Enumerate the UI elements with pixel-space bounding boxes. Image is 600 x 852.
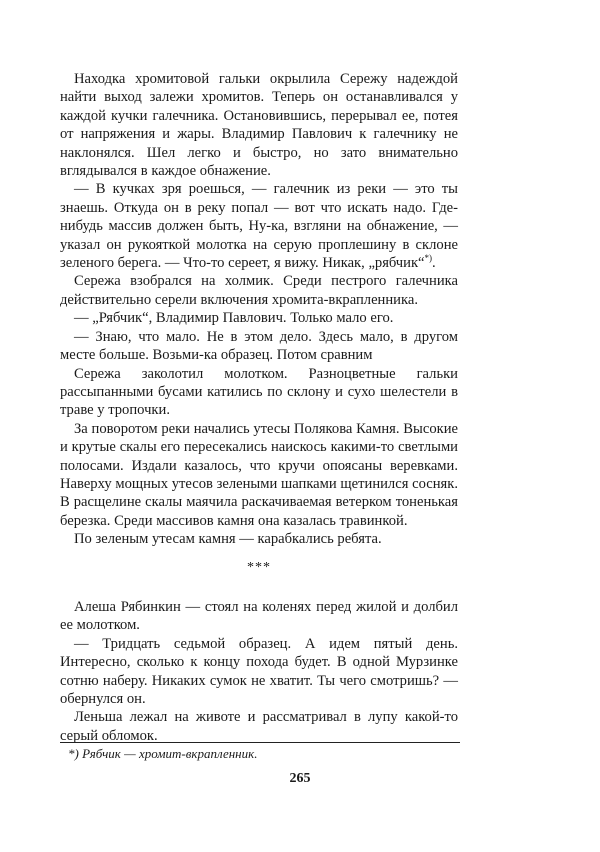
paragraph: По зеленым утесам камня — карабкались ребята. bbox=[74, 531, 382, 548]
footnote: *) Рябчик — хромит-вкрапленник. bbox=[68, 746, 258, 761]
paragraph: Находка хромитовой гальки окрылила Сережу надеждой найти выход залежи хромитов. Теперь он останавливался у каждой кучки галечника. Остановившись, перерывал ее, потея от напряжения и жары. Владимир Павлович к галечнику не наклонялся. Шел легко и быстро, но зато внимательно вглядывался в каждое обнажение. bbox=[60, 71, 458, 180]
paragraph: Леньша лежал на животе и рассматривал в лупу какой-то серый обломок. bbox=[60, 709, 458, 744]
footnote-ref: *) bbox=[424, 253, 433, 264]
footnote-rule bbox=[60, 742, 460, 743]
paragraph bbox=[60, 180, 458, 272]
paragraph: — Тридцать седьмой образец. А идем пятый день. Интересно, сколько к концу похода будет. В одной Мурзинке сотню наберу. Никаких сумок не хватит. Ты чего смотришь? — обернулся он. bbox=[60, 635, 458, 708]
section-separator: *** bbox=[247, 560, 271, 575]
paragraph: — „Рябчик“, Владимир Павлович. Только мало его. bbox=[74, 310, 394, 327]
paragraph-text: — В кучках зря роешься, — галечник из реки — это ты знаешь. Откуда он в реку попал — вот что искать надо. Где-нибудь массив должен быть, Ну-ка, взгляни на обнажение, — указал он рукояткой молотка на серую проплешину в склоне зеленого берега. — Что-то сереет, я вижу. Никак, „рябчик“ bbox=[60, 181, 458, 272]
paragraph: Сережа заколотил молотком. Разноцветные гальки рассыпанными бусами катились по склону и сухо шелестели в траве у тропочки. bbox=[60, 365, 458, 419]
page-number: 265 bbox=[289, 771, 311, 786]
main-text-2 bbox=[60, 598, 458, 745]
paragraph: Сережа взобрался на холмик. Среди пестрого галечника действительно серели включения хромита-вкрапленника. bbox=[60, 273, 458, 308]
paragraph: — Знаю, что мало. Не в этом дело. Здесь мало, в другом месте больше. Возьми-ка образец. Потом сравним bbox=[60, 328, 458, 364]
paragraph: Алеша Рябинкин — стоял на коленях перед жилой и долбил ее молотком. bbox=[60, 599, 458, 634]
main-text bbox=[60, 70, 458, 549]
paragraph-tail: . bbox=[432, 255, 436, 272]
paragraph: За поворотом реки начались утесы Полякова Камня. Высокие и крутые скалы его пересекались наискось какими-то светлыми полосами. Издали казалось, что кручи опоясаны веревками. Наверху мощных утесов зелеными шапками щетинился сосняк. В расщелине скалы маячила раскачиваемая ветерком тоненькая березка. Среди массивов камня она казалась травинкой. bbox=[60, 420, 458, 529]
